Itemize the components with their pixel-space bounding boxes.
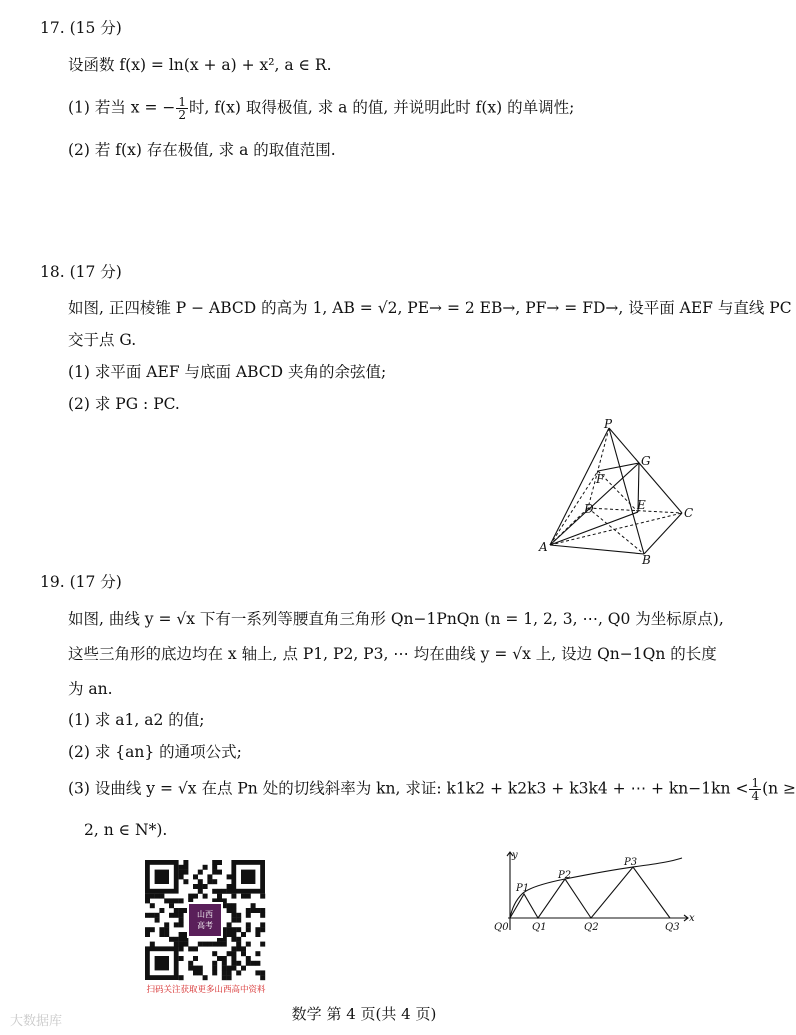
label-B: B [642, 553, 651, 567]
qr-module [179, 932, 184, 937]
qr-module [236, 942, 241, 947]
qr-module [217, 870, 222, 875]
qr-module [231, 961, 236, 966]
qr-module [145, 932, 150, 937]
qr-module [246, 913, 251, 918]
qr-module [150, 913, 155, 918]
qr-module [179, 870, 184, 875]
q17-part1 [68, 96, 574, 121]
qr-module [241, 932, 246, 937]
q19-frac-num: 1 [751, 776, 760, 790]
qr-module [255, 927, 260, 932]
qr-module [193, 970, 198, 975]
qr-module [179, 937, 184, 942]
qr-module [183, 942, 188, 947]
qr-module [179, 908, 184, 913]
qr-module [260, 975, 265, 980]
qr-module [227, 903, 232, 908]
qr-module [236, 970, 241, 975]
qr-module [203, 942, 208, 947]
qr-module [222, 970, 227, 975]
qr-module [217, 889, 222, 894]
qr-module [145, 913, 150, 918]
qr-module [164, 898, 169, 903]
qr-module [155, 894, 160, 899]
qr-module [193, 956, 198, 961]
label-Q2: Q2 [584, 922, 599, 933]
qr-module [231, 927, 236, 932]
line-AE [550, 512, 638, 545]
qr-module [231, 908, 236, 913]
qr-module [227, 922, 232, 927]
qr-module [179, 956, 184, 961]
qr-module [231, 932, 236, 937]
q18-stem-line1: 如图, 正四棱锥 P − ABCD 的高为 1, AB = √2, PE→ = 2 EB→, PF→ = FD→, 设平面 AEF 与直线 PC [68, 299, 792, 317]
qr-module [169, 903, 174, 908]
q19-part2: (2) 求 {an} 的通项公式; [68, 743, 242, 761]
qr-module [212, 870, 217, 875]
qr-module [236, 927, 241, 932]
qr-module [188, 894, 193, 899]
qr-module [155, 913, 160, 918]
diag-BD [588, 508, 644, 554]
qr-module [169, 937, 174, 942]
qr-module [212, 961, 217, 966]
pyramid-figure [530, 417, 700, 567]
qr-module [179, 946, 184, 951]
qr-module [227, 889, 232, 894]
qr-module [179, 898, 184, 903]
qr-module [145, 894, 150, 899]
q17-part1-fraction [176, 96, 188, 121]
q19-part3-b: (n ≥ [762, 779, 796, 798]
q17-part1-b: 时, f(x) 取得极值, 求 a 的值, 并说明此时 f(x) 的单调性; [189, 98, 575, 117]
line-AG [550, 463, 639, 545]
qr-module [231, 913, 236, 918]
edge-PD [588, 428, 609, 508]
qr-module [260, 908, 265, 913]
qr-module [231, 894, 236, 899]
qr-logo [187, 902, 223, 938]
q19-frac-den: 4 [751, 789, 760, 803]
q18-part1: (1) 求平面 AEF 与底面 ABCD 夹角的余弦值; [68, 363, 387, 381]
q19-header: 19. (17 分) [40, 573, 122, 591]
qr-module [174, 922, 179, 927]
qr-module [145, 898, 150, 903]
qr-module [159, 908, 164, 913]
qr-finder [155, 870, 169, 884]
qr-module [260, 970, 265, 975]
edge-BC [644, 513, 682, 554]
qr-module [255, 961, 260, 966]
qr-module [246, 961, 251, 966]
qr-module [251, 961, 256, 966]
qr-module [236, 937, 241, 942]
qr-module [150, 903, 155, 908]
qr-module [236, 913, 241, 918]
qr-module [227, 884, 232, 889]
qr-module [174, 908, 179, 913]
label-P: P [604, 417, 613, 431]
qr-module [246, 956, 251, 961]
qr-module [227, 951, 232, 956]
q19-part3-a: (3) 设曲线 y = √x 在点 Pn 处的切线斜率为 kn, 求证: k1k2 + k2k3 + k3k4 + ⋯ + kn−1kn < [68, 779, 749, 798]
qr-module [255, 908, 260, 913]
qr-module [212, 879, 217, 884]
q18-header: 18. (17 分) [40, 263, 122, 281]
qr-module [260, 927, 265, 932]
edge-DC [588, 508, 682, 513]
qr-logo-line2: 高考 [197, 921, 213, 930]
qr-module [155, 918, 160, 923]
qr-module [179, 913, 184, 918]
qr-module [188, 961, 193, 966]
qr-module [260, 894, 265, 899]
qr-module [193, 884, 198, 889]
qr-module [188, 966, 193, 971]
qr-module [193, 874, 198, 879]
qr-module [212, 942, 217, 947]
qr-module [241, 894, 246, 899]
qr-module [246, 922, 251, 927]
qr-module [222, 975, 227, 980]
qr-module [227, 970, 232, 975]
qr-module [222, 966, 227, 971]
qr-module [179, 942, 184, 947]
qr-module [246, 927, 251, 932]
qr-module [164, 922, 169, 927]
qr-module [255, 932, 260, 937]
label-Q3: Q3 [665, 922, 680, 933]
qr-module [227, 975, 232, 980]
q18-stem-line2: 交于点 G. [68, 331, 137, 349]
qr-module [183, 879, 188, 884]
qr-module [193, 966, 198, 971]
qr-module [203, 894, 208, 899]
qr-module [169, 898, 174, 903]
qr-module [198, 966, 203, 971]
qr-module [227, 932, 232, 937]
qr-module [231, 946, 236, 951]
q17-frac-num: 1 [178, 95, 187, 109]
qr-module [222, 956, 227, 961]
qr-module [255, 951, 260, 956]
qr-module [198, 942, 203, 947]
label-E: E [637, 498, 646, 512]
label-P1: P1 [516, 883, 530, 894]
qr-module [251, 903, 256, 908]
q19-part1: (1) 求 a1, a2 的值; [68, 711, 205, 729]
label-y: y [512, 850, 518, 861]
qr-module [203, 865, 208, 870]
qr-module [231, 951, 236, 956]
diag-AC [550, 513, 682, 545]
label-F: F [596, 472, 605, 486]
label-P3: P3 [624, 857, 638, 868]
qr-module [183, 870, 188, 875]
q19-stem-line3: 为 an. [68, 680, 113, 698]
qr-module [212, 951, 217, 956]
qr-module [174, 937, 179, 942]
q19-stem-line1: 如图, 曲线 y = √x 下有一系列等腰直角三角形 Qn−1PnQn (n = 1, 2, 3, ⋯, Q0 为坐标原点), [68, 610, 724, 628]
label-P2: P2 [558, 870, 572, 881]
qr-module [212, 865, 217, 870]
qr-module [231, 918, 236, 923]
q18-part2: (2) 求 PG : PC. [68, 395, 180, 413]
qr-module [236, 961, 241, 966]
qr-module [179, 975, 184, 980]
qr-module [179, 874, 184, 879]
qr-module [198, 879, 203, 884]
label-A: A [539, 540, 548, 554]
qr-caption: 扫码关注获取更多山西高中资料 [146, 985, 266, 995]
qr-module [222, 942, 227, 947]
qr-module [241, 951, 246, 956]
qr-module [188, 946, 193, 951]
qr-module [227, 927, 232, 932]
qr-module [260, 922, 265, 927]
qr-module [174, 898, 179, 903]
qr-module [179, 918, 184, 923]
q19-part3 [68, 777, 796, 802]
qr-module [183, 860, 188, 865]
qr-module [236, 946, 241, 951]
qr-module [212, 966, 217, 971]
qr-module [251, 908, 256, 913]
qr-module [207, 879, 212, 884]
qr-module [207, 874, 212, 879]
qr-module [217, 956, 222, 961]
qr-module [174, 942, 179, 947]
qr-module [179, 865, 184, 870]
qr-module [260, 942, 265, 947]
qr-module [231, 966, 236, 971]
q19-part3-continued: 2, n ∈ N*). [84, 821, 168, 839]
qr-module [255, 970, 260, 975]
qr-module [236, 918, 241, 923]
qr-module [145, 927, 150, 932]
label-C: C [684, 506, 694, 520]
qr-module [164, 932, 169, 937]
qr-module [217, 894, 222, 899]
qr-module [207, 942, 212, 947]
label-Q1: Q1 [532, 922, 547, 933]
qr-finder [155, 956, 169, 970]
qr-module [150, 894, 155, 899]
q17-header: 17. (15 分) [40, 19, 122, 37]
qr-module [198, 870, 203, 875]
label-G: G [641, 454, 651, 468]
label-x: x [689, 913, 695, 924]
q17-frac-den: 2 [178, 108, 187, 122]
qr-module [222, 961, 227, 966]
edge-AD [550, 508, 588, 545]
watermark: 大数据库 [10, 1014, 63, 1029]
qr-module [159, 894, 164, 899]
label-Q0: Q0 [494, 922, 509, 933]
qr-module [159, 927, 164, 932]
qr-finder [241, 870, 255, 884]
qr-module [150, 927, 155, 932]
qr-module [231, 937, 236, 942]
qr-code[interactable] [145, 860, 265, 980]
qr-module [212, 889, 217, 894]
qr-module [231, 956, 236, 961]
qr-module [193, 946, 198, 951]
qr-module [227, 908, 232, 913]
qr-module [198, 889, 203, 894]
q17-part2: (2) 若 f(x) 存在极值, 求 a 的取值范围. [68, 141, 336, 159]
sqrt-curve-figure [490, 848, 700, 938]
qr-module [227, 874, 232, 879]
qr-logo-line1: 山西 [197, 910, 213, 919]
qr-module [212, 860, 217, 865]
q19-part3-fraction [749, 777, 761, 802]
qr-module [183, 865, 188, 870]
qr-module [217, 942, 222, 947]
qr-module [260, 913, 265, 918]
qr-module [169, 913, 174, 918]
qr-module [217, 860, 222, 865]
qr-module [198, 884, 203, 889]
q17-part1-a: (1) 若当 x = − [68, 98, 176, 117]
qr-module [174, 913, 179, 918]
qr-module [203, 975, 208, 980]
edge-AB [550, 545, 644, 554]
qr-module [241, 966, 246, 971]
qr-module [198, 970, 203, 975]
qr-module [246, 894, 251, 899]
qr-module [193, 894, 198, 899]
qr-module [164, 927, 169, 932]
page-footer: 数学 第 4 页(共 4 页) [291, 1005, 437, 1023]
qr-module [203, 884, 208, 889]
label-D: D [584, 502, 594, 516]
qr-module [159, 932, 164, 937]
qr-module [227, 966, 232, 971]
qr-module [179, 922, 184, 927]
qr-module [212, 970, 217, 975]
qr-module [222, 889, 227, 894]
qr-module [246, 908, 251, 913]
qr-module [241, 946, 246, 951]
q19-stem-line2: 这些三角形的底边均在 x 轴上, 点 P1, P2, P3, ⋯ 均在曲线 y = √x 上, 设边 Qn−1Qn 的长度 [68, 645, 717, 663]
q17-stem: 设函数 f(x) = ln(x + a) + x², a ∈ R. [68, 56, 332, 74]
qr-module [150, 942, 155, 947]
edge-PA [550, 428, 609, 545]
sqrt-curve [510, 858, 682, 918]
qr-module [231, 903, 236, 908]
qr-module [246, 942, 251, 947]
